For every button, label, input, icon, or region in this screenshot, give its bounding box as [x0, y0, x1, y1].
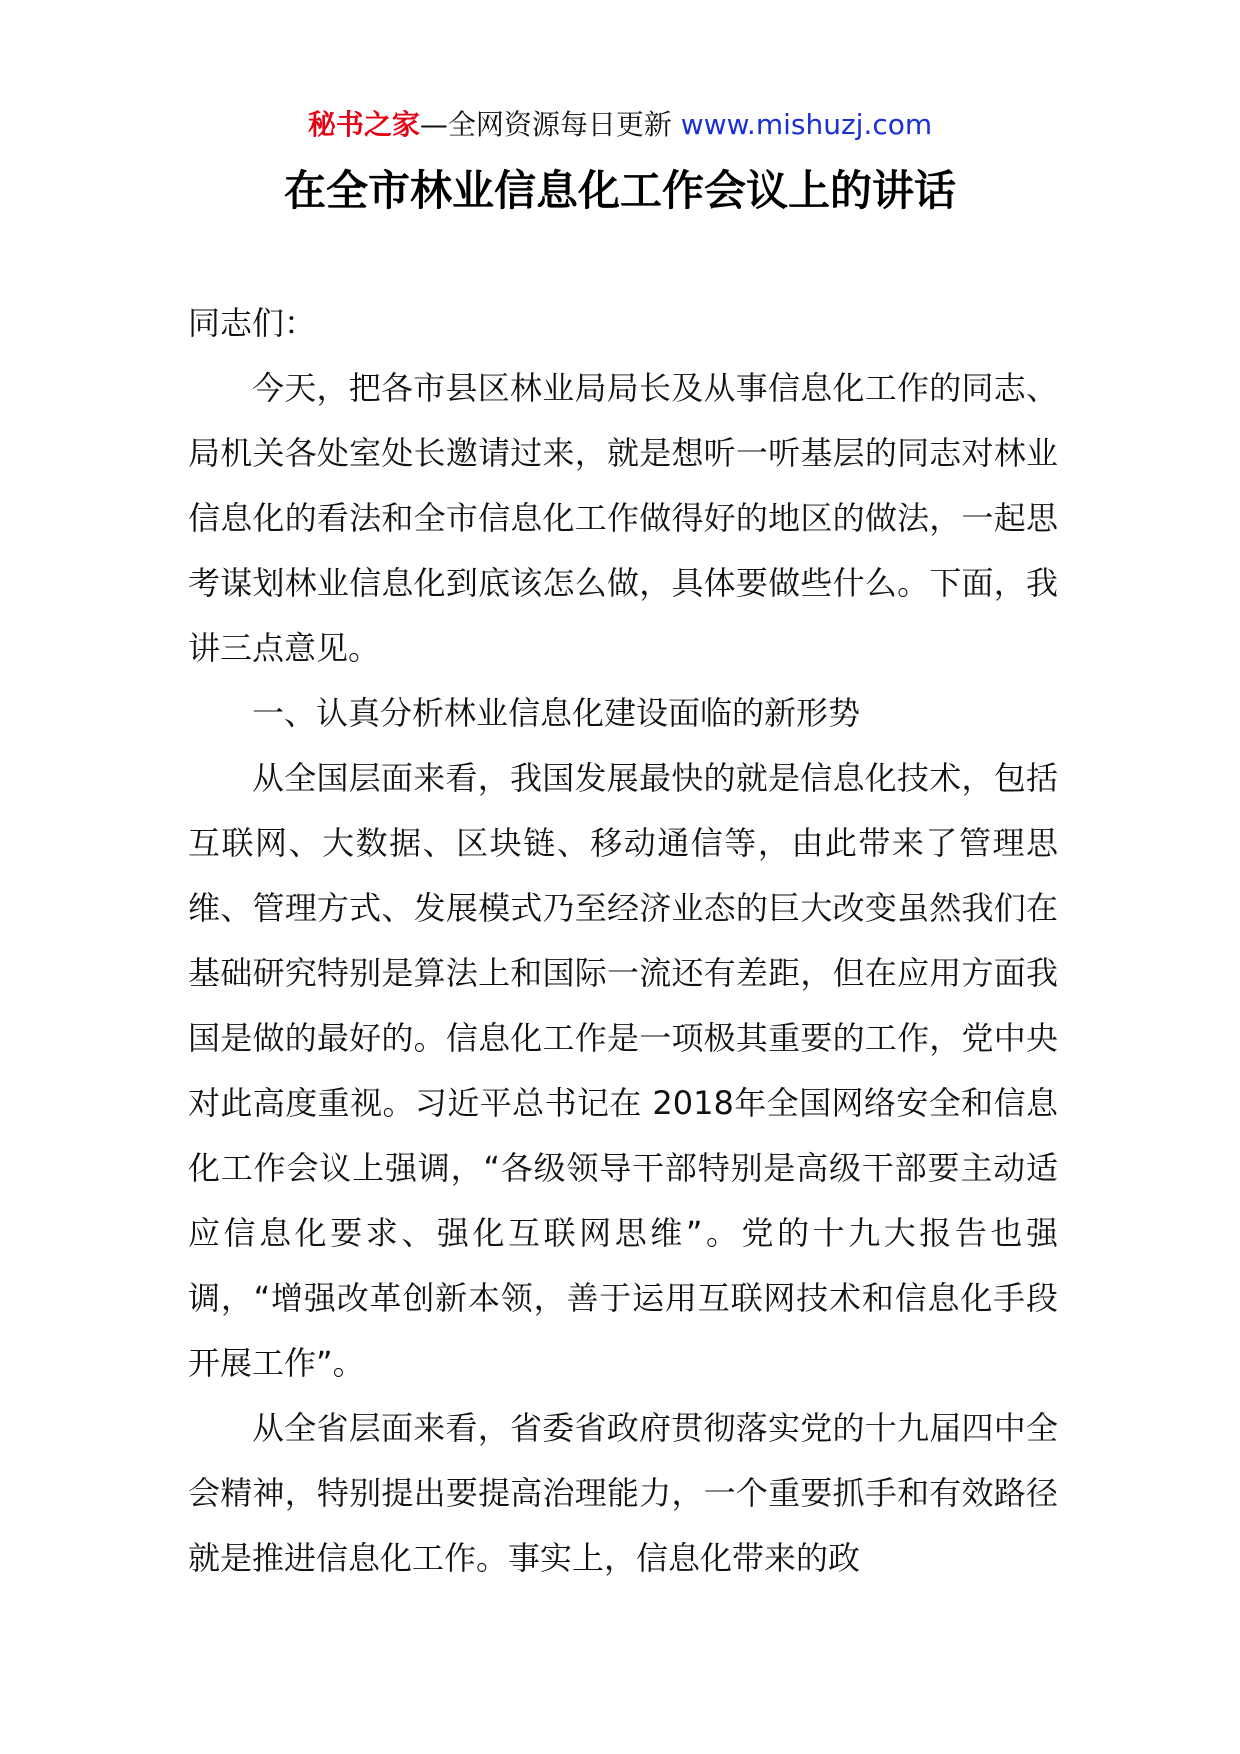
header-tagline: —全网资源每日更新 [419, 108, 672, 141]
paragraph-provincial: 从全省层面来看，省委省政府贯彻落实党的十九届四中全会精神，特别提出要提高治理能力，一个重要抓手和有效路径就是推进信息化工作。事实上，信息化带来的政 [188, 1409, 1058, 1577]
salutation: 同志们： [188, 304, 317, 342]
document-body [188, 291, 1058, 1591]
paragraph-national: 从全国层面来看，我国发展最快的就是信息化技术，包括互联网、大数据、区块链、移动通信等，由此带来了管理思维、管理方式、发展模式乃至经济业态的巨大改变虽然我们在基础研究特别是算法上和国际一流还有差距，但在应用方面我国是做的最好的。信息化工作是一项极其重要的工作，党中央对此高度重视。习近平总书记在 2018年全国网络安全和信息化工作会议上强调，“各级领导干部特别是高级干部要主动适应信息化要求、强化互联网思维”。党的十九大报告也强调，“增强改革创新本领，善于运用互联网技术和信息化手段开展工作”。 [188, 759, 1058, 1382]
document-title: 在全市林业信息化工作会议上的讲话 [283, 166, 956, 215]
paragraph-intro: 今天，把各市县区林业局局长及从事信息化工作的同志、局机关各处室处长邀请过来，就是想听一听基层的同志对林业信息化的看法和全市信息化工作做得好的地区的做法，一起思考谋划林业信息化到底该怎么做，具体要做些什么。下面，我讲三点意见。 [188, 369, 1058, 667]
site-header [0, 105, 1240, 145]
site-url-link[interactable]: www.mishuzj.com [680, 108, 933, 141]
brand-name: 秘书之家 [307, 108, 420, 141]
section-heading-1: 一、认真分析林业信息化建设面临的新形势 [252, 694, 861, 732]
